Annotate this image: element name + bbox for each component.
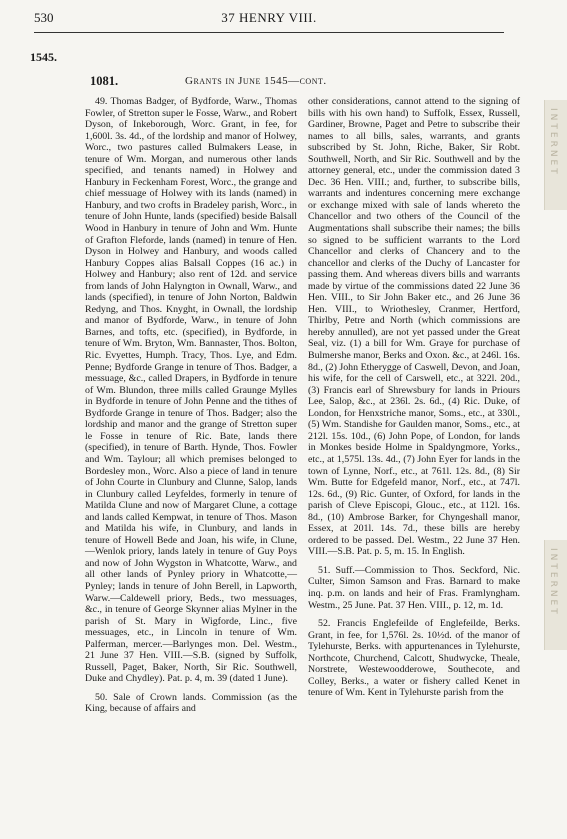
paragraph-50-continued: other considerations, cannot attend to the signing of bills with his own hand) to Suffolk, Essex, Russell, Gardiner, Browne, Paget and Petre to subscribe their names to all bills, sales, warrants, and grants subscribed by St. John, Riche, Baker, Sir Robt. Southwell, North, and Sir Ric. Southwell and by the attorney general, etc., under the commission dated 3 Dec. 36 Hen. VIII.; and, further, to subscribe bills, warrants and indentures concerning mere exchange or exchange mixed with sale of lands whereto the Chancellor and two others of the Council of the Augmentations shall subscribe their names; the bills so signed to be sufficient warrants to the Lord Chancellor and clerks of Chancery and to the chancellor and clerks of the Duchy of Lancaster for passing them. And whereas divers bills and warrants made by virtue of the commissions dated 22 June 36 Hen. VIII., to Sir John Baker etc., and 26 June 36 Hen. VIII., to Wriothesley, Cranmer, Hertford, Thirlby, Petre and North (which commissions are hereby annulled), are not yet passed under the Great Seal, viz. (1) a bill for Wm. Graye for purchase of Bulmershe manor, Berks and Oxon. &c., at 246l. 16s. 8d., (2) John Etherygge of Caswell, Devon, and Joan, his wife, for the cell of Carswell, etc., at 322l. 20d., (3) Francis earl of Shrewsbury for lands in Priours Lee, Salop, &c., at 236l. 2s. 6d., (4) Ric. Duke, of London, for Henxstriche manor, Soms., etc., at 330l., (5) Wm. Standishe for Gaulden manor, Soms., etc., at 212l. 15s. 10d., (6) John Pope, of London, for lands in Monkes beside Holme in Spaldyngmore, Yorks., etc., at 1,575l. 13s. 4d., (7) John Eyer for lands in the town of Lynne, Norf., etc., at 761l. 12s. 8d., (8) Sir Wm. Butte for Edgefeld manor, Norf., etc., at 747l. 12s. 6d., (9) Ric. Gunter, of Oxford, for lands in the parish of Cleve Episcopi, Glouc., etc., at 112l. 16s. 8d., (10) Ambrose Barker, for Chyngeshall manor, Essex, at 201l. 14s. 7d., these bills are hereby ordered to be passed. Del. Westm., 22 June 37 Hen. VIII.—S.B. Pat. p. 5, m. 15. In English.	[308, 96, 520, 558]
entry-title: Grants in June 1545—cont.	[185, 75, 327, 87]
right-column	[308, 96, 520, 699]
entry-heading	[90, 74, 510, 89]
entry-number: 1081.	[90, 74, 119, 88]
paragraph-49: 49. Thomas Badger, of Bydforde, Warw., Thomas Fowler, of Stretton super le Fosse, Warw., and Robert Dyson, of Inkeborough, Worc. Grant, in fee, for 1,600l. 3s. 4d., of the lordship and manor of Holwey, Worc., two pastures called Bulmakers Lease, in tenure of Wm. Morgan, and numerous other lands specified, and tenants named) in Holwey and Hanbury in Feckenham Forest, Worc., the grange and chief messuage of Holwey with its lands (named) in Hanbury, and two crofts in Bradeley parish, Worc., in tenure of John Hunte, lands (specified) beside Balsall Wood in Hanbury in tenure of John and Wm. Hunte of Grafton Fleforde, lands (named) in tenure of Hen. Dyson in Holwey and Hanbury, and woods called Hanbury Coppes alias Balsall Coppes (16 ac.) in Holwey and Hanbury; also rent of 12d. and service from lands of John Halyngton in Ownall, Warw., and lands (specified), in tenure of John Norton, Baldwin Redyng, and Thos. Knyght, in Ownall, the lordship and manor of Bydforde, Warw., in tenure of John Barnes, and tofts, etc. (specified), in Bydforde, in tenure of Wm. Bryton, Wm. Bannaster, Thos. Bolton, Ric. Evyettes, Humph. Tracy, Thos. Lye, and Edm. Penne; Bydforde Grange in tenure of Thos. Badger, a messuage, &c., called Drapers, in Bydforde in tenure of Wm. Blundon, three mills called Graunge Mylles in Bydforde in tenure of John Penne and the tithes of Bydforde Grange in tenure of Thos. Badger; also the lordship and manor and the grange of Stretton super le Fosse in tenure of Ric. Bate, lands there (specified), in tenure of Barth. Hynde, Thos. Fowler and Wm. Taylour; all which premises belonged to Bordesley mon., Worc. Also a piece of land in tenure of John Courte in Clunbury and Clunne, Salop, lands in Clunbury called Leyfeldes, formerly in tenure of Matilda Clune and now of Margaret Clune, a cottage and lands called Kempwat, in tenure of Thos. Mason and Matilda his wife, in Clunbury, and lands in tenure of Howell Bede and Joan, his wife, in Clune,—Wenlok priory, lands lately in tenure of Guy Poys and now of John Wygston in Whatcotte, Warw., and all other lands of Pynley priory in Whatcotte,—Pynley; lands in tenure of John Berell, in Lapworth, Warw.—Caldewell priory, Beds., two messuages, &c., in tenure of George Skynner alias Mylner in the parish of St. Mary in Wigforde, Linc., five messuages, etc., in Lincoln in tenure of Wm. Palferman, mercer.—Barlynges mon. Del. Westm., 21 June 37 Hen. VIII.—S.B. (signed by Suffolk, Russell, Paget, Baker, North, Sir Ric. Southwell, Duke and Chydley). Pat. p. 4, m. 39 (dated 1 June).	[85, 96, 297, 685]
side-watermark-text: INTERNET	[548, 548, 558, 617]
side-watermark-text: INTERNET	[548, 108, 558, 177]
header-rule	[34, 32, 504, 33]
paragraph-50: 50. Sale of Crown lands. Commission (as the King, because of affairs and	[85, 691, 297, 715]
left-column	[85, 96, 297, 715]
paragraph-52: 52. Francis Englefeilde of Englefeilde, Berks. Grant, in fee, for 1,576l. 2s. 10½d. of the manor of Tylehurste, Berks. with appurtenances in Tylehurste, Northcote, Churchend, Calcott, Shudwycke, Theale, Norstrete, Westewoodderowe, Southecote, and Colley, Berks., a water or fishery called Kenet in tenure of Wm. Kent in Tylehurste parish from the	[308, 618, 520, 699]
running-title: 37 HENRY VIII.	[221, 10, 317, 25]
page-number: 530	[34, 10, 54, 25]
year-marker: 1545.	[30, 50, 57, 64]
side-watermark-bottom	[544, 540, 567, 650]
paragraph-51: 51. Suff.—Commission to Thos. Seckford, Nic. Culter, Simon Samson and Fras. Barnard to make inq. p.m. on lands and heir of Fras. Framlyngham. Westm., 25 June. Pat. 37 Hen. VIII., p. 12, m. 1d.	[308, 564, 520, 611]
page-header	[34, 10, 504, 26]
side-watermark-top	[544, 100, 567, 210]
